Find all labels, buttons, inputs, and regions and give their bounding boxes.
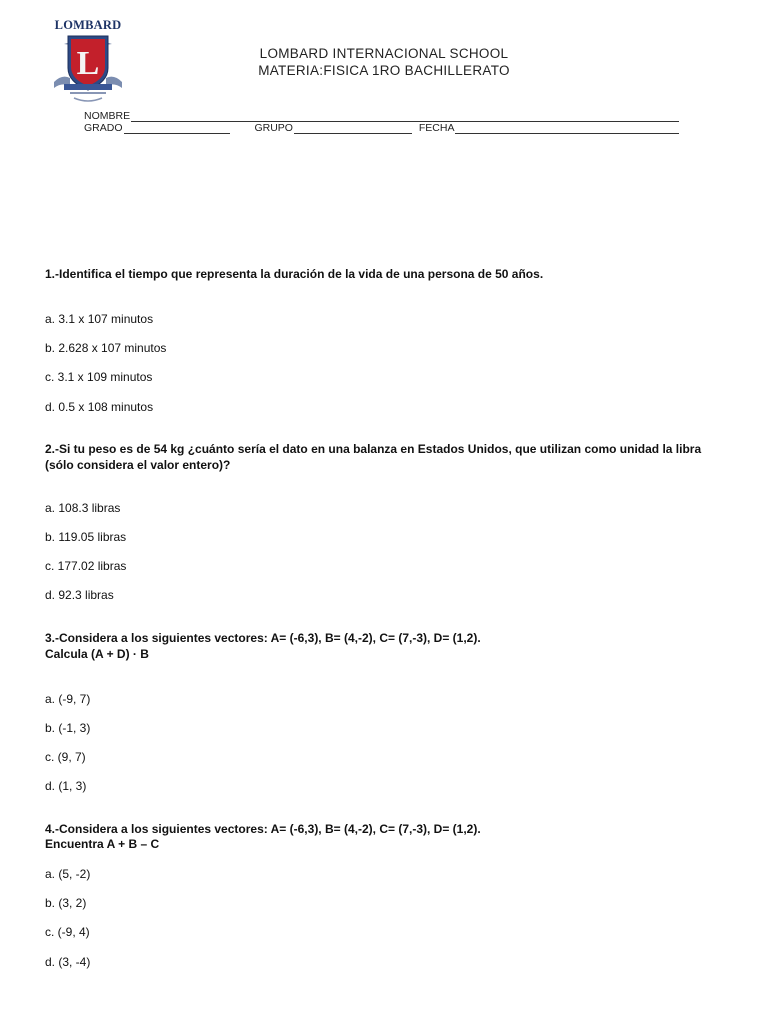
grupo-field[interactable] [254,122,412,134]
q2-option-b[interactable]: b. 119.05 libras [45,530,127,544]
fecha-label: FECHA [418,122,455,134]
q2-option-c[interactable]: c. 177.02 libras [45,559,127,573]
question-2: 2.-Si tu peso es de 54 kg ¿cuánto sería el dato en una balanza en Estados Unidos, que utilizan como unidad la libra (sólo considera el valor entero)? [45,442,702,472]
grupo-line[interactable] [294,124,412,134]
grado-field[interactable] [84,122,230,134]
nombre-line[interactable] [131,112,679,122]
q2-option-d[interactable]: d. 92.3 libras [45,588,114,602]
q4-option-d[interactable]: d. (3, -4) [45,955,91,969]
question-3-instruction: Calcula (A + D) · B [45,647,149,661]
q4-option-c[interactable]: c. (-9, 4) [45,925,90,939]
q4-option-b[interactable]: b. (3, 2) [45,896,87,910]
subject-title: MATERIA:FISICA 1RO BACHILLERATO [258,63,510,78]
question-1: 1.-Identifica el tiempo que representa la duración de la vida de una persona de 50 años. [45,267,544,281]
q4-option-a[interactable]: a. (5, -2) [45,867,91,881]
nombre-field[interactable] [84,110,679,122]
q2-option-a[interactable]: a. 108.3 libras [45,501,121,515]
q1-option-b[interactable]: b. 2.628 x 107 minutos [45,341,167,355]
logo-brand-text: LOMBARD [54,18,122,32]
q1-option-d[interactable]: d. 0.5 x 108 minutos [45,400,154,414]
shield-crest-icon [52,16,124,106]
question-4-instruction: Encuentra A + B – C [45,837,160,851]
grupo-label: GRUPO [254,122,293,134]
q3-option-c[interactable]: c. (9, 7) [45,750,86,764]
question-4: 4.-Considera a los siguientes vectores: A= (-6,3), B= (4,-2), C= (7,-3), D= (1,2). [45,822,481,836]
q3-option-d[interactable]: d. (1, 3) [45,779,87,793]
q3-option-a[interactable]: a. (-9, 7) [45,692,91,706]
nombre-label: NOMBRE [84,110,131,122]
q1-option-a[interactable]: a. 3.1 x 107 minutos [45,312,154,326]
fecha-field[interactable] [419,122,680,134]
name-row [84,110,679,122]
grado-line[interactable] [124,124,230,134]
question-3: 3.-Considera a los siguientes vectores: A= (-6,3), B= (4,-2), C= (7,-3), D= (1,2). [45,631,481,645]
school-name: LOMBARD INTERNACIONAL SCHOOL [259,46,509,61]
details-row [84,122,679,134]
svg-text:L: L [76,45,100,82]
school-logo [52,16,124,106]
fecha-line[interactable] [455,124,679,134]
grado-label: GRADO [84,122,123,134]
q3-option-b[interactable]: b. (-1, 3) [45,721,91,735]
q1-option-c[interactable]: c. 3.1 x 109 minutos [45,370,153,384]
